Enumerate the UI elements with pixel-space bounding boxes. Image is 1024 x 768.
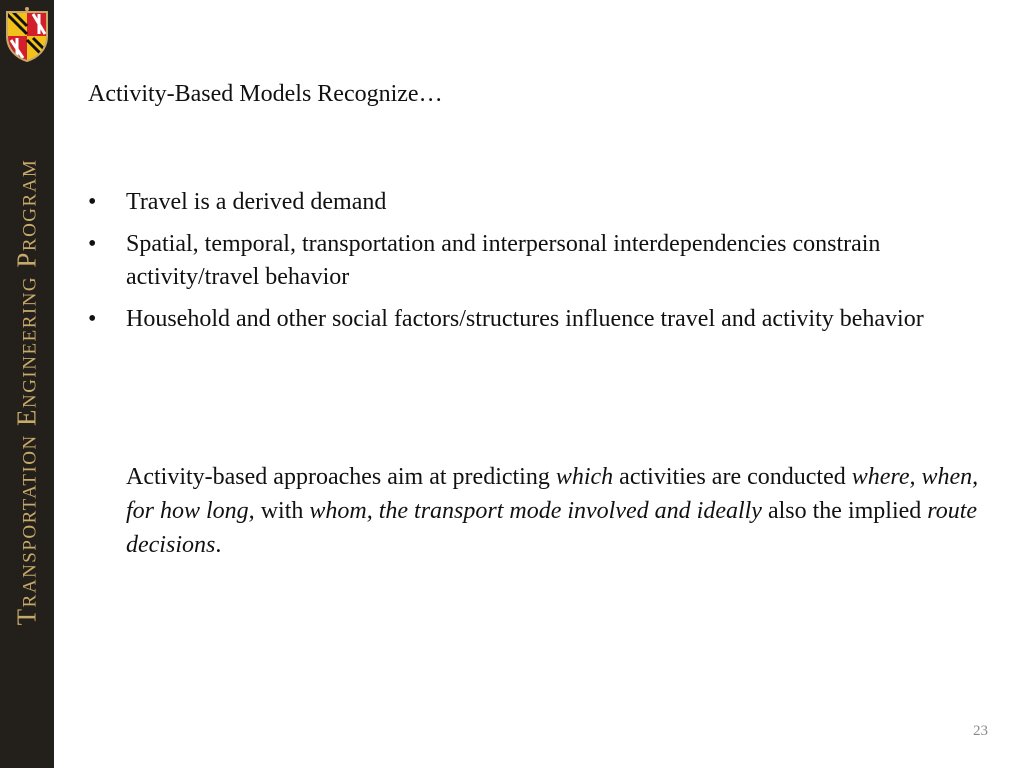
paragraph-text: Activity-based approaches aim at predicting xyxy=(126,464,556,490)
paragraph-text: activities are conducted xyxy=(613,464,852,490)
sidebar xyxy=(0,0,54,768)
bullet-dot: • xyxy=(88,306,97,332)
paragraph-text: also the implied xyxy=(761,498,928,524)
paragraph-emphasis: route decisions xyxy=(126,498,978,558)
paragraph-emphasis: where, when, for how long, xyxy=(126,464,979,524)
bullet-text: Travel is a derived demand xyxy=(126,189,387,215)
bullet-text: Household and other social factors/structures influence travel and activity behavior xyxy=(126,306,924,332)
paragraph-text: . xyxy=(215,532,222,558)
bullet-text: Spatial, temporal, transportation and interpersonal interdependencies constrain activity/travel behavior xyxy=(126,231,881,290)
bullet-dot: • xyxy=(88,231,97,257)
summary-paragraph xyxy=(126,460,996,562)
program-title: Transportation Engineering Program xyxy=(11,158,42,626)
paragraph-emphasis: which xyxy=(555,464,614,490)
maryland-shield-icon xyxy=(3,6,51,62)
bullet-item xyxy=(88,228,988,294)
page-number: 23 xyxy=(973,723,988,739)
paragraph-text: with xyxy=(254,498,310,524)
paragraph-emphasis: whom, the transport mode involved and ideally xyxy=(309,498,762,524)
bullet-list xyxy=(88,186,988,345)
bullet-item xyxy=(88,303,988,336)
slide-title: Activity-Based Models Recognize… xyxy=(88,81,443,107)
bullet-dot: • xyxy=(88,189,97,215)
bullet-item xyxy=(88,186,988,219)
